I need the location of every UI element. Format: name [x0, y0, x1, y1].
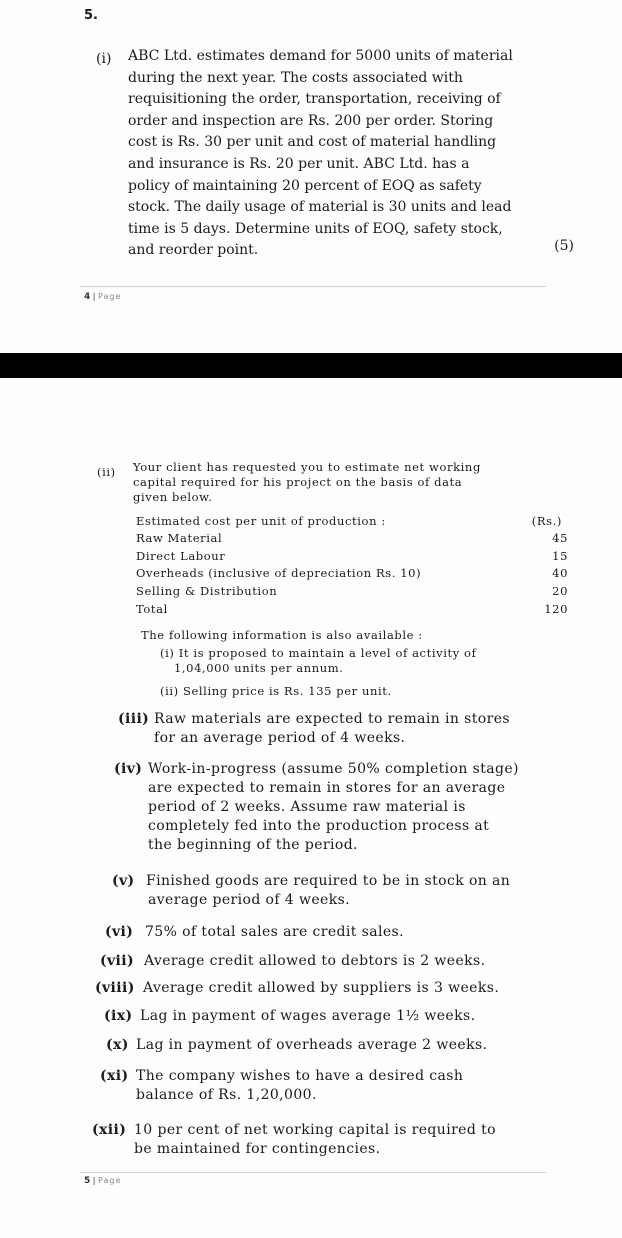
text-line: capital required for his project on the basis of data [133, 475, 463, 489]
item-label: (v) [112, 873, 135, 889]
part-ii-label: (ii) [97, 465, 116, 479]
info-item-label: (i) [160, 646, 175, 660]
info-item [160, 684, 572, 699]
cost-row [136, 549, 568, 563]
text-line: Average credit allowed to debtors is 2 weeks. [144, 953, 486, 969]
item-label: (iv) [114, 761, 143, 777]
text-line: order and inspection are Rs. 200 per order. Storing [128, 112, 494, 129]
cost-row [136, 584, 568, 598]
document-page-5 [0, 378, 622, 1238]
cost-label: Overheads (inclusive of depreciation Rs. 10) [136, 566, 422, 580]
info-heading: The following information is also available : [141, 628, 423, 642]
text-line: The company wishes to have a desired cash [136, 1068, 464, 1084]
text-line: It is proposed to maintain a level of activity of [178, 646, 477, 660]
cost-row [136, 531, 568, 545]
footer-separator: | [90, 1176, 99, 1185]
item-label: (xii) [92, 1122, 127, 1138]
part-i-label: (i) [96, 51, 112, 67]
text-line: given below. [133, 490, 213, 504]
cost-label: Selling & Distribution [136, 584, 278, 598]
text-line: and reorder point. [128, 242, 259, 259]
text-line: for an average period of 4 weeks. [154, 730, 406, 746]
info-item [160, 646, 572, 676]
item-label: (ix) [104, 1008, 133, 1024]
item-label: (vi) [105, 924, 134, 940]
text-line: the beginning of the period. [148, 837, 358, 853]
text-line: and insurance is Rs. 20 per unit. ABC Ltd. has a [128, 155, 470, 172]
text-line: Lag in payment of overheads average 2 weeks. [136, 1037, 488, 1053]
cost-value: 15 [552, 549, 568, 563]
text-line: during the next year. The costs associated with [128, 69, 463, 86]
cost-header-unit: (Rs.) [531, 514, 562, 528]
page-footer [84, 1176, 121, 1186]
footer-rule [80, 286, 546, 287]
text-line: completely fed into the production process at [148, 818, 490, 834]
item-label: (xi) [100, 1068, 129, 1084]
text-line: time is 5 days. Determine units of EOQ, safety stock, [128, 220, 503, 237]
item-label: (viii) [95, 980, 135, 996]
text-line: period of 2 weeks. Assume raw material is [148, 799, 466, 815]
text-line: policy of maintaining 20 percent of EOQ as safety [128, 177, 482, 194]
cost-label: Total [136, 602, 168, 616]
text-line: are expected to remain in stores for an average [148, 780, 506, 796]
item-label: (vii) [100, 953, 135, 969]
cost-value: 120 [544, 602, 568, 616]
question-number: 5. [84, 8, 98, 23]
cost-row [136, 602, 568, 616]
marks: (5) [554, 238, 574, 254]
cost-value: 45 [552, 531, 568, 545]
text-line: balance of Rs. 1,20,000. [136, 1087, 317, 1103]
text-line: Raw materials are expected to remain in stores [154, 711, 510, 727]
part-i-text [128, 46, 574, 262]
text-line: Lag in payment of wages average 1½ weeks. [140, 1008, 476, 1024]
cost-row [136, 566, 568, 580]
text-line: 1,04,000 units per annum. [174, 661, 344, 675]
page-footer [84, 292, 121, 302]
info-item-label: (ii) [160, 684, 179, 698]
text-line: be maintained for contingencies. [134, 1141, 381, 1157]
text-line: cost is Rs. 30 per unit and cost of material handling [128, 134, 497, 151]
cost-label: Raw Material [136, 531, 223, 545]
text-line: ABC Ltd. estimates demand for 5000 units of material [128, 48, 513, 64]
text-line: Average credit allowed by suppliers is 3 weeks. [143, 980, 500, 996]
cost-table-header [136, 514, 568, 528]
text-line: requisitioning the order, transportation, receiving of [128, 91, 501, 108]
page-number: 5 [84, 1176, 91, 1186]
item-label: (iii) [118, 711, 150, 727]
item-label: (x) [106, 1037, 129, 1053]
footer-separator: | [90, 292, 99, 301]
footer-rule [80, 1172, 546, 1173]
page-word: Page [98, 292, 122, 301]
page-number: 4 [84, 292, 91, 302]
text-line: Work-in-progress (assume 50% completion stage) [148, 761, 519, 777]
text-line: Your client has requested you to estimate net working [133, 460, 481, 474]
cost-header-label: Estimated cost per unit of production : [136, 514, 386, 528]
cost-label: Direct Labour [136, 549, 226, 563]
text-line: 10 per cent of net working capital is required to [134, 1122, 496, 1138]
text-line: Selling price is Rs. 135 per unit. [183, 684, 392, 698]
text-line: stock. The daily usage of material is 30 units and lead [128, 199, 512, 216]
text-line: Finished goods are required to be in stock on an [146, 873, 511, 889]
cost-value: 20 [552, 584, 568, 598]
cost-value: 40 [552, 566, 568, 580]
page-word: Page [98, 1176, 122, 1185]
text-line: 75% of total sales are credit sales. [145, 924, 404, 940]
text-line: average period of 4 weeks. [148, 892, 351, 908]
document-page-4 [0, 0, 622, 353]
part-ii-text [133, 460, 561, 505]
